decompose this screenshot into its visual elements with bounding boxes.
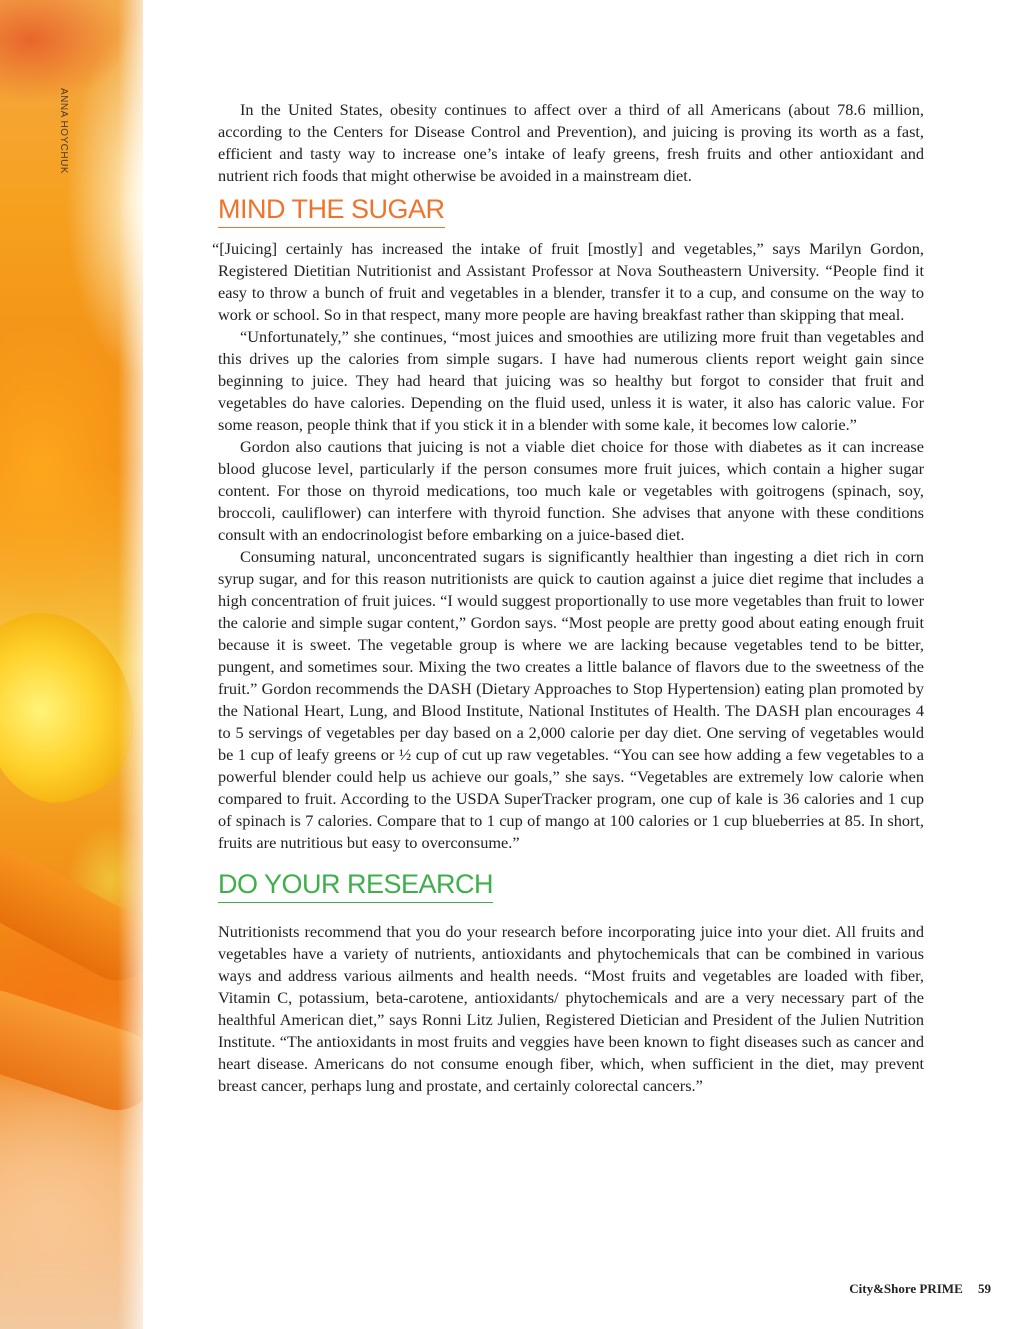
body-paragraph: Nutritionists recommend that you do your research before incorporating juice into your diet. All fruits and vegetables have a variety of nutrients, antioxidants and phytochemicals that can be combined in various ways and address various ailments and health needs. “Most fruits and vegetables are loaded with fiber, Vitamin C, potassium, beta-carotene, antioxidants/ phytochemicals and are a very necessary part of the healthful American diet,” says Ronni Litz Julien, Registered Dietician and President of the Julien Nutrition Institute. “The antioxidants in most fruits and veggies have been known to fight diseases such as cancer and heart disease. Americans do not consume enough fiber, which, when sufficient in the diet, may prevent breast cancer, perhaps lung and prostate, and certainly colorectal cancers.” — [218, 922, 924, 1095]
section-heading-mind-the-sugar: MIND THE SUGAR — [218, 193, 445, 228]
juice-photo — [0, 0, 143, 1329]
body-paragraph: Consuming natural, unconcentrated sugars is significantly healthier than ingesting a diet rich in corn syrup sugar, and for this reason nutritionists are quick to caution against a juice diet regime that includes a high concentration of fruit juices. “I would suggest proportionally to use more vegetables than fruit to lower the calorie and simple sugar content,” Gordon says. “Most people are pretty good about eating enough fruit because it is sweet. The vegetable group is where we are lacking because vegetables tend to be bitter, pungent, and sometimes sour. Mixing the two creates a little balance of flavors due to the sweetness of the fruit.” Gordon recommends the DASH (Dietary Approaches to Stop Hypertension) eating plan promoted by the National Heart, Lung, and Blood Institute, National Institutes of Health. The DASH plan encourages 4 to 5 servings of vegetables per day based on a 2,000 calorie per day diet. One serving of vegetables would be 1 cup of leafy greens or ½ cup of cut up raw vegetables. “You can see how adding a few vegetables to a powerful blender could help us achieve our goals,” she says. “Vegetables are extremely low calorie when compared to fruit. According to the USDA SuperTracker program, one cup of kale is 36 calories and 1 cup of spinach is 7 calories. Compare that to 1 cup of mango at 100 calories or 1 cup blueberries at 85. In short, fruits are nutritious but easy to overconsume.” — [218, 547, 924, 852]
body-paragraph: “Unfortunately,” she continues, “most juices and smoothies are utilizing more fruit than vegetables and this drives up the calories from simple sugars. I have had numerous clients report weight gain since beginning to juice. They had heard that juicing was so healthy but forgot to consider that fruit and vegetables do have calories. Depending on the fluid used, unless it is water, it also has caloric value. For some reason, people think that if you stick it in a blender with some kale, it becomes low calorie.” — [218, 327, 924, 434]
photo-credit: ANNA HOYCHUK — [58, 88, 69, 175]
body-paragraph: “[Juicing] certainly has increased the intake of fruit [mostly] and vegetables,” says Marilyn Gordon, Registered Dietitian Nutritionist and Assistant Professor at Nova Southeastern University. “People find it easy to throw a bunch of fruit and vegetables in a blender, transfer it to a cup, and consume on the way to work or school. So in that respect, many more people are having breakfast rather than skipping that meal. — [212, 239, 924, 324]
magazine-name: City&Shore PRIME — [849, 1281, 963, 1296]
page-footer — [849, 1281, 991, 1297]
article-body — [212, 99, 924, 1097]
intro-paragraph: In the United States, obesity continues to affect over a third of all Americans (about 78.6 million, according to the Centers for Disease Control and Prevention), and juicing is proving its worth as a fast, efficient and tasty way to increase one’s intake of leafy greens, fresh fruits and other antioxidant and nutrient rich foods that might otherwise be avoided in a mainstream diet. — [218, 100, 924, 185]
glass-highlight — [118, 0, 143, 1329]
page-number: 59 — [978, 1281, 991, 1296]
body-paragraph: Gordon also cautions that juicing is not a viable diet choice for those with diabetes as it can increase blood glucose level, particularly if the person consumes more fruit juices, which contain a higher sugar content. For those on thyroid medications, too much kale or vegetables with goitrogens (spinach, soy, broccoli, cauliflower) can interfere with thyroid function. She advises that anyone with these conditions consult with an endocrinologist before embarking on a juice-based diet. — [218, 437, 924, 544]
section-heading-do-your-research: DO YOUR RESEARCH — [218, 868, 493, 903]
